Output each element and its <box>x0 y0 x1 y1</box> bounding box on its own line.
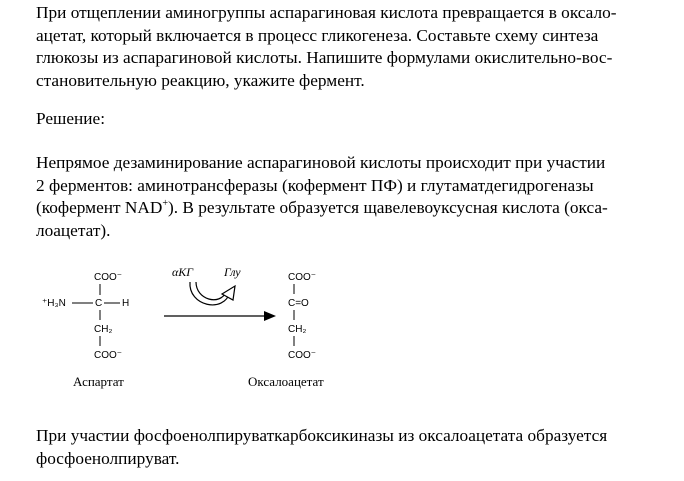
explanation-paragraph <box>36 152 656 242</box>
oxaloacetate-structure <box>248 272 324 389</box>
conclusion-line: фосфоенолпируват. <box>36 448 180 468</box>
explanation-text: ). В результате образуется щавелевоуксусная кислота (окса- <box>167 198 608 217</box>
curved-arrow-head-icon <box>222 286 235 300</box>
conclusion-line: При участии фосфоенолпируваткарбоксикиназы из оксалоацетата образуется <box>36 426 608 445</box>
explanation-line: Непрямое дезаминирование аспарагиновой кислоты происходит при участии <box>36 153 606 172</box>
coenzyme-text: (кофермент NAD <box>36 198 163 217</box>
task-line: ацетат, который включается в процесс гликогенеза. Составьте схему синтеза <box>36 25 599 45</box>
aspartate-caption: Аспартат <box>73 374 124 389</box>
aspartate-bottom-carboxyl: COO⁻ <box>94 350 123 361</box>
oxaloacetate-carbonyl: C=O <box>288 298 309 309</box>
task-line: глюкозы из аспарагиновой кислоты. Напишите формулами окислительно-вос- <box>36 48 613 67</box>
nad-charge: + <box>162 198 168 210</box>
aspartate-top-carboxyl: COO⁻ <box>94 272 123 283</box>
oxaloacetate-top-carboxyl: COO⁻ <box>288 272 317 283</box>
aspartate-amino-group: ⁺H₃N <box>42 298 66 309</box>
task-line: становительную реакцию, укажите фермент. <box>36 70 365 90</box>
aspartate-hydrogen: H <box>122 298 130 309</box>
alpha-ketoglutarate-label: αКГ <box>172 265 194 279</box>
glutamate-label: Глу <box>224 265 241 279</box>
task-line: При отщеплении аминогруппы аспарагиновая кислота превращается в оксало- <box>36 3 617 22</box>
aspartate-structure <box>42 272 129 389</box>
oxaloacetate-methylene: CH₂ <box>288 324 307 335</box>
explanation-line: лоацетат). <box>36 220 111 240</box>
explanation-line: 2 ферментов: аминотрансферазы (кофермент ПФ) и глутаматдегидрогеназы <box>36 175 594 195</box>
aspartate-alpha-carbon: C <box>95 298 103 309</box>
reaction-scheme <box>36 262 366 392</box>
solution-heading: Решение: <box>36 109 105 128</box>
oxaloacetate-bottom-carboxyl: COO⁻ <box>288 350 317 361</box>
aspartate-methylene: CH₂ <box>94 324 113 335</box>
oxaloacetate-caption: Оксалоацетат <box>248 374 324 389</box>
reaction-arrow-head-icon <box>264 311 276 321</box>
reaction-arrow-group <box>164 265 276 321</box>
explanation-line <box>36 197 656 220</box>
cosubstrate-curve-inner <box>196 282 226 300</box>
task-paragraph <box>36 2 656 92</box>
conclusion-paragraph <box>36 425 656 470</box>
